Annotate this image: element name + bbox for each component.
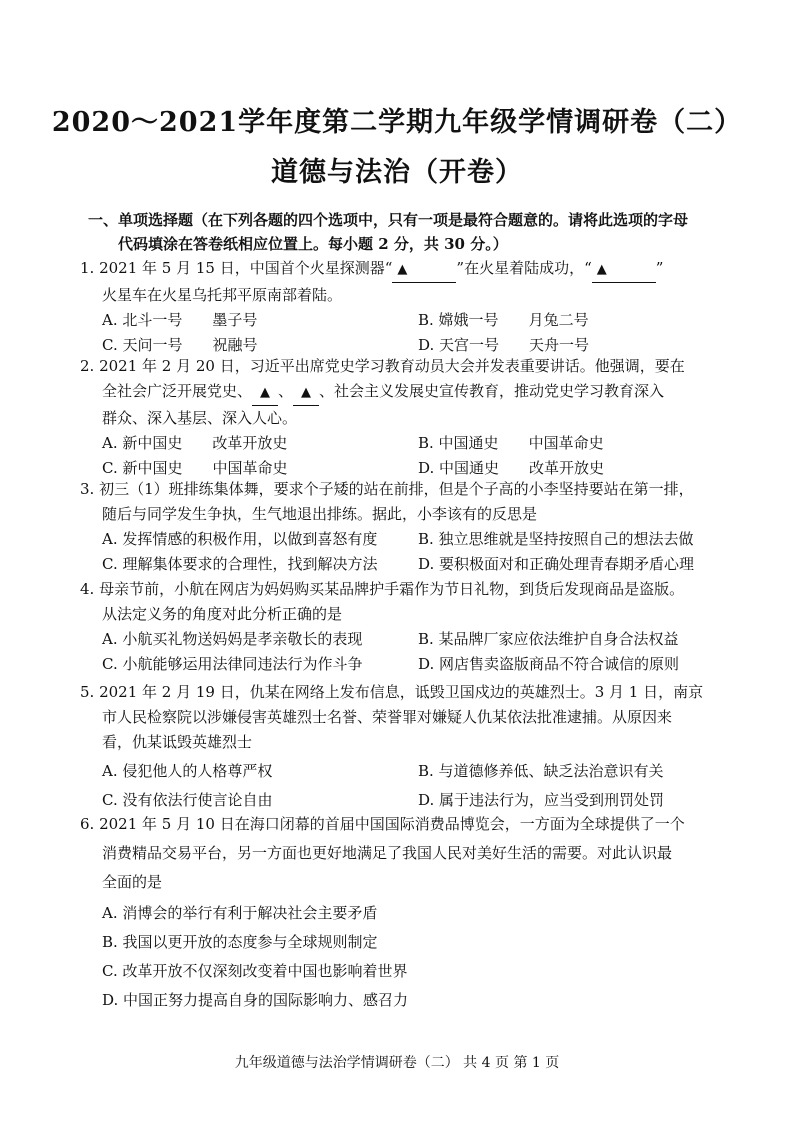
option-d: D. 天宫一号 天舟一号 xyxy=(418,336,590,354)
question-2-line-1: 2. 2021 年 2 月 20 日，习近平出席党史学习教育动员大会并发表重要讲话。他强调，要在 xyxy=(80,357,685,375)
option-b: B. 嫦娥一号 月兔二号 xyxy=(418,311,589,329)
triangle-icon: ▲ xyxy=(260,385,271,400)
answer-blank: ▲ xyxy=(592,256,656,283)
question-1-line-2: 火星车在火星乌托邦平原南部着陆。 xyxy=(102,286,343,304)
answer-blank xyxy=(252,379,278,406)
option-a: A. 新中国史 改革开放史 xyxy=(102,434,288,452)
answer-blank xyxy=(293,379,319,406)
option-row xyxy=(80,627,720,652)
option-c: C. 小航能够运用法律同违法行为作斗争 xyxy=(102,655,363,673)
question-2-line-3: 群众、深入基层、深入人心。 xyxy=(102,409,298,427)
question-4-line-2: 从法定义务的角度对此分析正确的是 xyxy=(102,605,343,623)
option-row xyxy=(80,788,720,813)
question-1-text-c: ” xyxy=(655,259,664,277)
question-2 xyxy=(80,354,720,481)
option-row xyxy=(80,308,720,333)
section-line-1: 一、单项选择题（在下列各题的四个选项中，只有一项是最符合题意的。请将此选项的字母 xyxy=(88,211,689,229)
question-6-line-1: 6. 2021 年 5 月 10 日在海口闭幕的首届中国国际消费品博览会，一方面为全球提供了一个 xyxy=(80,815,685,833)
option-a: A. 侵犯他人的人格尊严权 xyxy=(102,762,273,780)
option-c: C. 没有依法行使言论自由 xyxy=(102,791,273,809)
option-d: D. 属于违法行为，应当受到刑罚处罚 xyxy=(418,791,665,809)
question-6-line-2: 消费精品交易平台，另一方面也更好地满足了我国人民对美好生活的需要。对此认识最 xyxy=(102,844,673,862)
question-5-line-2: 市人民检察院以涉嫌侵害英雄烈士名誉、荣誉罪对嫌疑人仇某依法批准逮捕。从原因来 xyxy=(102,708,673,726)
option-row xyxy=(80,431,720,456)
exam-subtitle: 道德与法治（开卷） xyxy=(271,157,523,188)
question-3 xyxy=(80,477,720,577)
option-a: A. 小航买礼物送妈妈是孝亲敬长的表现 xyxy=(102,630,363,648)
option-b: B. 独立思维就是坚持按照自己的想法去做 xyxy=(418,530,694,548)
option-d: D. 要积极面对和正确处理青春期矛盾心理 xyxy=(418,555,695,573)
section-instructions xyxy=(88,208,708,256)
question-6-line-3: 全面的是 xyxy=(102,873,163,891)
option-d: D. 中国通史 改革开放史 xyxy=(418,459,605,477)
option-d: D. 网店售卖盗版商品不符合诚信的原则 xyxy=(418,655,680,673)
option-a: A. 发挥情感的积极作用，以做到喜怒有度 xyxy=(102,530,378,548)
option-b: B. 中国通史 中国革命史 xyxy=(418,434,604,452)
question-1-stem xyxy=(80,256,720,283)
option-a: A. 北斗一号 墨子号 xyxy=(102,311,258,329)
question-5 xyxy=(80,680,720,813)
answer-blank: ▲ xyxy=(392,256,456,283)
question-1-text-a: 1. 2021 年 5 月 15 日，中国首个火星探测器“ xyxy=(80,259,393,277)
question-6 xyxy=(80,812,720,1013)
option-b: B. 与道德修养低、缺乏法治意识有关 xyxy=(418,762,664,780)
question-3-line-2: 随后与同学发生争执，生气地退出排练。据此，小李该有的反思是 xyxy=(102,505,538,523)
exam-title: 2020～2021学年度第二学期九年级学情调研卷（二） xyxy=(51,107,743,138)
question-3-line-1: 3. 初三（1）班排练集体舞，要求个子矮的站在前排，但是个子高的小李坚持要站在第一排， xyxy=(80,480,694,498)
question-1-text-b: ”在火星着陆成功，“ xyxy=(456,259,592,277)
option-a: A. 消博会的举行有利于解决社会主要矛盾 xyxy=(102,904,378,922)
question-5-line-1: 5. 2021 年 2 月 19 日，仇某在网络上发布信息，诋毁卫国戍边的英雄烈士。3 月 1 日，南京 xyxy=(80,683,704,701)
question-2-line-2: 全社会广泛开展党史、 ▲ 、 ▲ 、社会主义发展史宣传教育，推动党史学习教育深入 xyxy=(80,379,720,406)
option-row xyxy=(80,527,720,552)
section-line-2: 代码填涂在答卷纸相应位置上。每小题 2 分，共 30 分。） xyxy=(118,235,508,253)
option-c: C. 新中国史 中国革命史 xyxy=(102,459,288,477)
option-b: B. 我国以更开放的态度参与全球规则制定 xyxy=(102,933,378,951)
option-row xyxy=(80,652,720,677)
option-c: C. 天问一号 祝融号 xyxy=(102,336,258,354)
question-4-line-1: 4. 母亲节前，小航在网店为妈妈购买某品牌护手霜作为节日礼物，到货后发现商品是盗版。 xyxy=(80,580,685,598)
triangle-icon: ▲ xyxy=(301,385,312,400)
option-c: C. 改革开放不仅深刻改变着中国也影响着世界 xyxy=(102,962,408,980)
question-1 xyxy=(80,256,720,358)
question-5-line-3: 看，仇某诋毁英雄烈士 xyxy=(102,733,253,751)
option-b: B. 某品牌厂家应依法维护自身合法权益 xyxy=(418,630,679,648)
question-4 xyxy=(80,577,720,677)
option-row xyxy=(80,759,720,784)
page-footer: 九年级道德与法治学情调研卷（二） 共 4 页 第 1 页 xyxy=(234,1055,560,1071)
option-d: D. 中国正努力提高自身的国际影响力、感召力 xyxy=(102,991,409,1009)
option-c: C. 理解集体要求的合理性，找到解决方法 xyxy=(102,555,378,573)
option-row xyxy=(80,552,720,577)
